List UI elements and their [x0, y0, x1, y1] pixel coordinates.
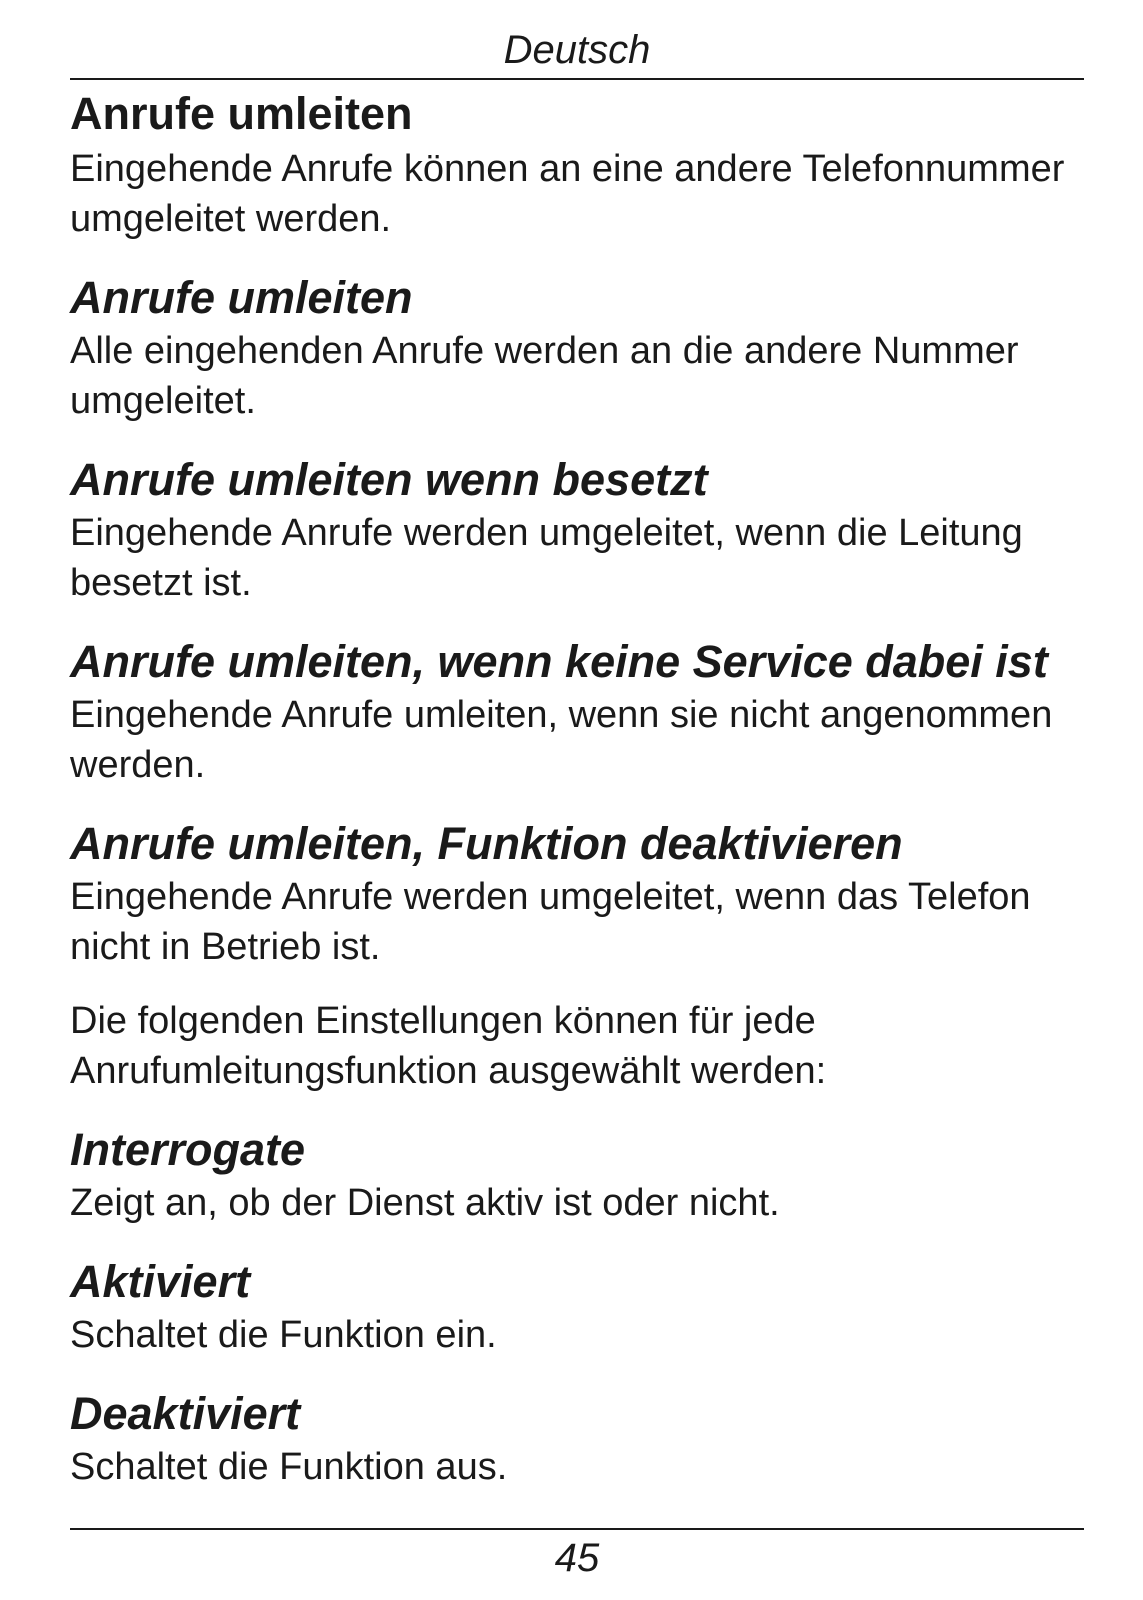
option-title: Anrufe umleiten, Funktion deaktivieren: [70, 818, 903, 869]
option-title: Anrufe umleiten wenn besetzt: [70, 454, 708, 505]
option-title: Anrufe umleiten: [70, 272, 413, 323]
option-forward-unreachable: [70, 816, 1084, 972]
setting-title: Aktiviert: [70, 1256, 251, 1307]
option-description: Eingehende Anrufe umleiten, wenn sie nicht angenommen werden.: [70, 694, 1053, 786]
option-forward-all: [70, 270, 1084, 426]
option-description: Eingehende Anrufe werden umgeleitet, wenn die Leitung besetzt ist.: [70, 512, 1023, 604]
page-content: [70, 84, 1084, 1492]
page-number: 45: [554, 1536, 600, 1580]
option-forward-busy: [70, 452, 1084, 608]
section-intro: Eingehende Anrufe können an eine andere Telefonnummer umgeleitet werden.: [70, 148, 1065, 240]
option-description: Eingehende Anrufe werden umgeleitet, wenn das Telefon nicht in Betrieb ist.: [70, 876, 1031, 968]
setting-deactivated: [70, 1386, 1084, 1492]
page-header-language: Deutsch: [503, 28, 651, 72]
setting-description: Zeigt an, ob der Dienst aktiv ist oder nicht.: [70, 1182, 780, 1224]
footer-divider: [70, 1528, 1084, 1530]
setting-activated: [70, 1254, 1084, 1360]
setting-description: Schaltet die Funktion ein.: [70, 1314, 497, 1356]
setting-description: Schaltet die Funktion aus.: [70, 1446, 508, 1488]
settings-intro: Die folgenden Einstellungen können für jede Anrufumleitungsfunktion ausgewählt werden:: [70, 1000, 827, 1092]
section-title: Anrufe umleiten: [70, 88, 413, 139]
setting-interrogate: [70, 1122, 1084, 1228]
setting-title: Interrogate: [70, 1124, 306, 1175]
option-title: Anrufe umleiten, wenn keine Service dabei ist: [70, 636, 1048, 687]
option-forward-no-answer: [70, 634, 1084, 790]
setting-title: Deaktiviert: [70, 1388, 301, 1439]
header-divider: [70, 78, 1084, 80]
document-page: [70, 0, 1084, 1600]
option-description: Alle eingehenden Anrufe werden an die andere Nummer umgeleitet.: [70, 330, 1019, 422]
